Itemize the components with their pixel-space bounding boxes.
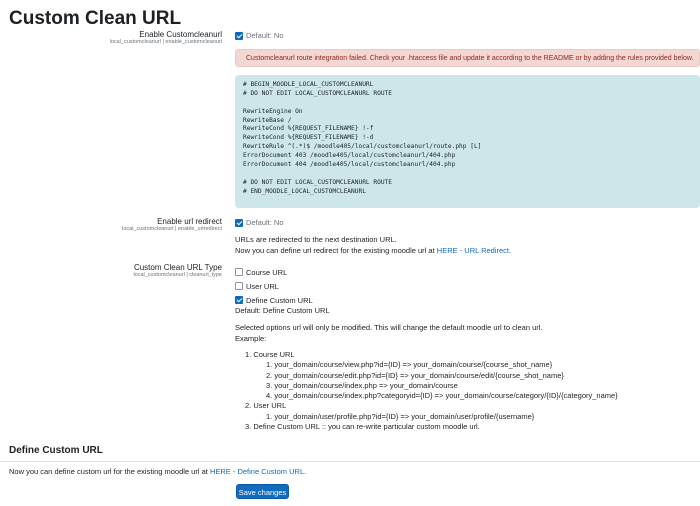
code-line: RewriteRule ^(.*)$ /moodle405/local/customcleanurl/route.php [L]	[243, 143, 482, 151]
redirect-desc-line2	[235, 245, 511, 256]
define-custom-url-text	[9, 466, 306, 477]
course-url-label: Course URL	[246, 267, 288, 277]
setting-key-redirect: local_customcleanurl | enable_urlredirect	[122, 226, 222, 232]
code-line: RewriteBase /	[243, 116, 292, 124]
code-line	[243, 99, 700, 108]
section-divider	[0, 461, 700, 462]
define-custom-url-heading: Define Custom URL	[9, 445, 103, 456]
enable-url-redirect-checkbox-row[interactable]	[235, 218, 284, 227]
enable-default-text: Default: No	[246, 31, 284, 40]
list-item: 3. your_domain/course/index.php => your_domain/course	[266, 380, 458, 390]
examples-list	[235, 350, 618, 432]
redirect-desc-prefix: Now you can define url redirect for the existing moodle url at	[235, 246, 437, 255]
course-url-checkbox[interactable]	[235, 268, 243, 276]
list-item: 1. your_domain/course/view.php?id={ID} => your_domain/course/{course_shot_name}	[266, 360, 553, 370]
code-line: # DO NOT EDIT LOCAL_CUSTOMCLEANURL ROUTE	[243, 89, 393, 97]
list-item: 2. your_domain/course/edit.php?id={ID} => your_domain/course/edit/{course_shot_name}	[266, 370, 564, 380]
code-line: # BEGIN_MOODLE_LOCAL_CUSTOMCLEANURL	[243, 81, 374, 88]
code-line: # END_MOODLE_LOCAL_CUSTOMCLEANURL	[243, 187, 366, 195]
code-line: RewriteCond %{REQUEST_FILENAME} !-d	[243, 134, 374, 142]
option-course-url[interactable]	[235, 265, 313, 279]
code-line: # DO NOT EDIT LOCAL_CUSTOMCLEANURL ROUTE	[243, 178, 393, 186]
define-custom-url-link[interactable]: HERE - Define Custom URL	[209, 467, 305, 476]
define-custom-url-checkbox[interactable]	[235, 296, 243, 304]
type-default-text: Default: Define Custom URL	[235, 306, 330, 315]
code-line: RewriteCond %{REQUEST_FILENAME} !-f	[243, 125, 374, 133]
redirect-default-text: Default: No	[246, 218, 284, 227]
setting-key-enable: local_customcleanurl | enable_customcleanurl	[109, 39, 222, 45]
enable-url-redirect-checkbox[interactable]	[235, 219, 243, 227]
type-description: Selected options url will only be modified. This will change the default moodle url to clean url.	[235, 323, 543, 332]
enable-customcleanurl-checkbox-row[interactable]	[235, 31, 284, 40]
htaccess-code-block	[235, 75, 700, 208]
example-user-url: 2. User URL	[245, 401, 287, 411]
setting-key-type: local_customcleanurl | cleanurl_type	[133, 272, 222, 278]
enable-customcleanurl-checkbox[interactable]	[235, 32, 243, 40]
define-text-prefix: Now you can define custom url for the existing moodle url at	[9, 467, 210, 476]
example-label: Example:	[235, 334, 267, 343]
setting-label-redirect: Enable url redirect	[157, 217, 222, 226]
code-line: RewriteEngine On	[243, 107, 303, 115]
redirect-desc-suffix: .	[509, 246, 512, 255]
code-line: ErrorDocument 403 /moodle405/local/customcleanurl/404.php	[243, 152, 456, 160]
redirect-description	[235, 234, 511, 256]
example-define-custom-url: 3. Define Custom URL :: you can re-write particular custom moodle url.	[245, 422, 480, 432]
user-url-label: User URL	[246, 281, 279, 291]
setting-label-type: Custom Clean URL Type	[133, 263, 222, 272]
url-type-options	[235, 265, 313, 307]
save-changes-button[interactable]: Save changes	[236, 484, 289, 499]
route-error-alert: Customcleanurl route integration failed. Check your .htaccess file and update it according to the README or by adding the rules provided below.	[235, 49, 700, 67]
define-text-suffix: .	[304, 467, 307, 476]
page-title: Custom Clean URL	[9, 8, 182, 29]
list-item: 4. your_domain/course/index.php?categoryid={ID} => your_domain/course/category/{ID}/{category_name}	[266, 391, 618, 401]
redirect-desc-line1: URLs are redirected to the next destination URL.	[235, 235, 397, 244]
example-course-url: 1. Course URL	[245, 350, 295, 359]
define-custom-url-label: Define Custom URL	[246, 295, 313, 305]
option-user-url[interactable]	[235, 279, 313, 293]
list-item: 1. your_domain/user/profile.php?id={ID} => your_domain/user/profile/{username}	[266, 411, 535, 421]
setting-label-enable: Enable Customcleanurl	[139, 30, 222, 39]
code-line: ErrorDocument 404 /moodle405/local/customcleanurl/404.php	[243, 161, 456, 169]
url-redirect-link[interactable]: HERE - URL Redirect	[436, 246, 510, 255]
code-line	[243, 170, 700, 179]
user-url-checkbox[interactable]	[235, 282, 243, 290]
